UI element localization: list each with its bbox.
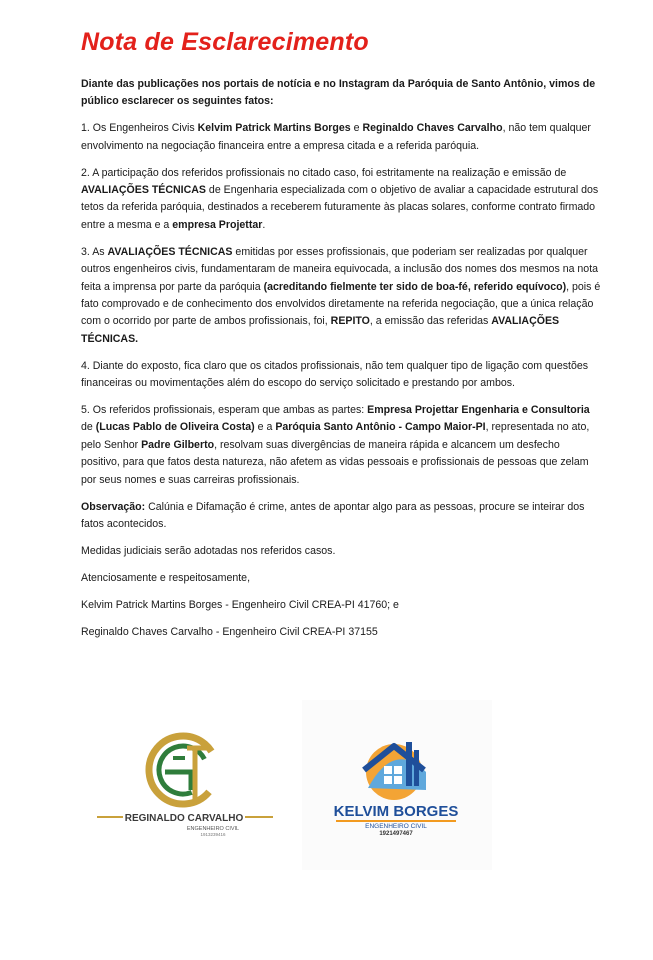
intro-paragraph: [81, 76, 601, 111]
p2-emphasis: empresa Projettar: [172, 218, 263, 231]
signature-line-2: [81, 624, 601, 641]
p1-kelvim-name: Kelvim Patrick Martins Borges: [197, 122, 351, 135]
p1-text: e: [350, 122, 363, 135]
p5-text: , resolvam suas divergências de maneira rápida e alcancem um desfecho positivo, para que fatos desta natureza, não afetem as vidas pessoais e profissionais de pessoas que zelam por seus nomes e suas carreiras profissionais.: [81, 438, 589, 486]
rc-number: 1913239416: [200, 832, 226, 837]
p4-text: 4. Diante do exposto, fica claro que os citados profissionais, não tem qualquer tipo de ligação com questões financeiras ou movimentações além do escopo do serviço solicitado e prestando por ambos.: [81, 359, 589, 390]
p5-emphasis: Padre Gilberto: [141, 438, 215, 451]
paragraph-5: [81, 402, 601, 489]
p5-emphasis: (Lucas Pablo de Oliveira Costa): [95, 421, 255, 434]
kb-name: KELVIM BORGES: [333, 803, 459, 820]
p2-emphasis: AVALIAÇÕES TÉCNICAS: [81, 184, 206, 197]
signature-kelvim: Kelvim Patrick Martins Borges - Engenheiro Civil CREA-PI 41760; e: [81, 598, 399, 611]
legal-measures-text: Medidas judiciais serão adotadas nos referidos casos.: [81, 544, 336, 557]
p1-text: , não tem qualquer envolvimento na negociação financeira entre a empresa citada e a referida paróquia.: [81, 122, 591, 152]
p3-text: emitidas por esses profissionais, que poderiam ser realizadas por qualquer outros engenheiros civis, fundamentaram de maneira equivocada, a inclusão dos nomes dos mesmos na nota feita a imprensa por parte da paróquia: [81, 245, 599, 293]
paragraph-4: [81, 358, 601, 393]
p2-text: 2. A participação dos referidos profissionais no citado caso, foi estritamente na realização e emissão de: [81, 166, 567, 179]
p3-text: , a emissão das referidas: [369, 315, 492, 328]
p5-emphasis: Paróquia Santo Antônio - Campo Maior-PI: [275, 421, 486, 434]
closing-text: Atenciosamente e respeitosamente,: [81, 571, 251, 584]
reginaldo-carvalho-logo: [95, 728, 275, 840]
p1-reginaldo-name: Reginaldo Chaves Carvalho: [362, 122, 503, 135]
kb-subtitle: ENGENHEIRO CIVIL: [365, 823, 427, 830]
intro-text: Diante das publicações nos portais de notícia e no Instagram da Paróquia de Santo Antônio, vimos de público esclarecer os seguintes fatos:: [81, 78, 596, 108]
paragraph-1: [81, 120, 601, 155]
observation-paragraph: [81, 499, 601, 534]
rc-monogram-icon: [135, 728, 231, 818]
p3-emphasis: (acreditando fielmente ter sido de boa-fé, referido equívoco): [263, 280, 567, 293]
signature-reginaldo: Reginaldo Chaves Carvalho - Engenheiro Civil CREA-PI 37155: [81, 625, 378, 638]
p3-emphasis: AVALIAÇÕES TÉCNICAS: [107, 245, 233, 258]
p5-text: de: [81, 421, 96, 434]
kb-number: 1921497467: [379, 831, 413, 837]
p3-text: , pois é fato comprovado e de conhecimento dos envolvidos diretamente na referida negociação, que a única relação com o ocorrido por parte de ambos profissionais, foi,: [81, 280, 601, 328]
p5-text: e a: [254, 421, 276, 434]
kb-underline: [336, 820, 456, 822]
legal-measures-paragraph: [81, 543, 601, 560]
p3-text: 3. As: [81, 245, 108, 258]
document-title: Nota de Esclarecimento: [81, 28, 369, 56]
p3-emphasis: REPITO: [330, 315, 370, 328]
observation-text: Calúnia e Difamação é crime, antes de apontar algo para as pessoas, procure se inteirar dos fatos acontecidos.: [81, 500, 585, 530]
rc-name: REGINALDO CARVALHO: [124, 813, 244, 824]
kelvim-borges-logo: [302, 700, 492, 870]
p5-text: , representada no ato, pelo Senhor: [81, 421, 590, 451]
p3-emphasis: AVALIAÇÕES TÉCNICAS.: [81, 315, 560, 345]
p5-text: 5. Os referidos profissionais, esperam que ambas as partes:: [81, 404, 368, 416]
rc-subtitle: ENGENHEIRO CIVIL: [186, 826, 240, 832]
observation-label: Observação:: [81, 500, 146, 513]
p2-text: .: [262, 218, 266, 231]
document-body: [81, 76, 601, 650]
paragraph-2: [81, 165, 601, 235]
p5-emphasis: Empresa Projettar Engenharia e Consultoria: [367, 404, 590, 416]
p1-text: 1. Os Engenheiros Civis: [81, 122, 198, 135]
p2-text: de Engenharia especializada com o objetivo de avaliar a capacidade estrutural dos tetos da referida paróquia, destinados a receberem futuramente às placas solares, conforme contrato firmado entre a mesma e a: [81, 184, 599, 231]
signature-line-1: [81, 597, 601, 614]
paragraph-3: [81, 244, 601, 348]
closing-paragraph: [81, 570, 601, 587]
